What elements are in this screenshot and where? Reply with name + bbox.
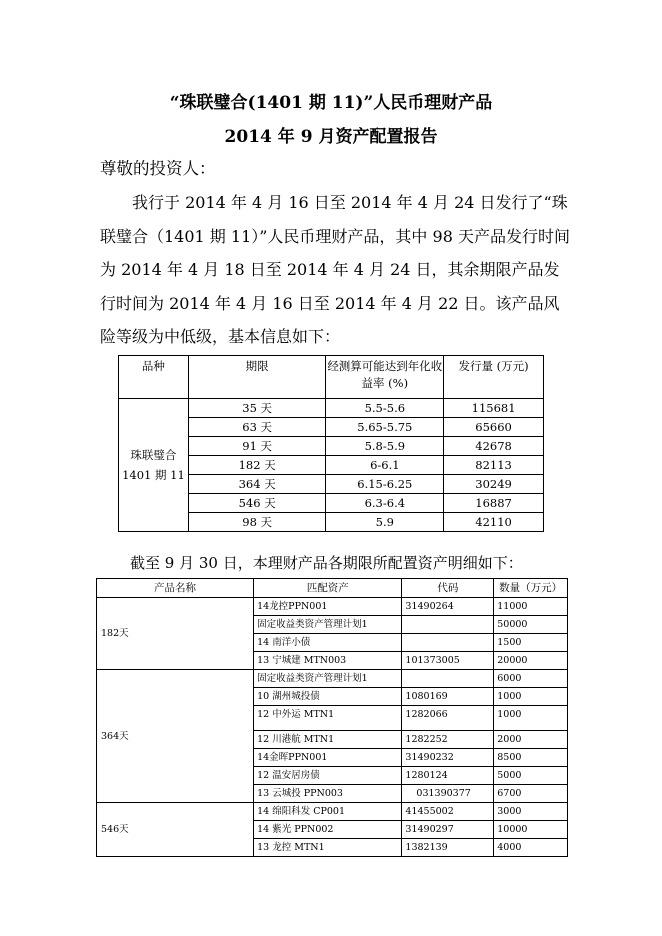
- asset-cell: 13 龙控 MTN1: [254, 839, 402, 857]
- term-cell: 35 天: [188, 399, 326, 418]
- code-cell: 1382139: [402, 839, 494, 857]
- asset-cell: 13 宁城建 MTN003: [254, 652, 402, 670]
- amount-cell: 16887: [444, 494, 544, 513]
- yield-cell: 6.3-6.4: [326, 494, 444, 513]
- asset-cell: 10 湖州城投债: [254, 688, 402, 706]
- code-cell: 31490297: [402, 821, 494, 839]
- code-cell: [402, 616, 494, 634]
- term-cell: 98 天: [188, 513, 326, 532]
- code-cell: 41455002: [402, 803, 494, 821]
- code-cell: 1282252: [402, 731, 494, 749]
- yield-cell: 6.15-6.25: [326, 475, 444, 494]
- group-name-364: 364天: [97, 670, 254, 803]
- qty-cell: 6700: [494, 785, 568, 803]
- asset-cell: 12 川港航 MTN1: [254, 731, 402, 749]
- asset-cell: 14金晖PPN001: [254, 749, 402, 767]
- report-title-line1: “珠联璧合(1401 期 11)”人民币理财产品: [169, 93, 493, 113]
- qty-cell: 1000: [494, 706, 568, 731]
- asset-allocation-table: [96, 578, 568, 857]
- report-title-line2: 2014 年 9 月资产配置报告: [224, 127, 438, 147]
- header-product-name: 产品名称: [97, 579, 254, 598]
- header-term: 期限: [188, 356, 326, 399]
- header-matched-asset: 匹配资产: [254, 579, 402, 598]
- asset-cell: 固定收益类资产管理计划1: [254, 670, 402, 688]
- asset-cell: 13 云城投 PPN003: [254, 785, 402, 803]
- term-cell: 91 天: [188, 437, 326, 456]
- qty-cell: 1000: [494, 688, 568, 706]
- asset-paragraph: 截至 9 月 30 日，本理财产品各期限所配置资产明细如下：: [130, 554, 523, 572]
- qty-cell: 1500: [494, 634, 568, 652]
- yield-cell: 5.5-5.6: [326, 399, 444, 418]
- term-cell: 63 天: [188, 418, 326, 437]
- qty-cell: 5000: [494, 767, 568, 785]
- salutation: 尊敬的投资人：: [100, 159, 216, 178]
- qty-cell: 6000: [494, 670, 568, 688]
- qty-cell: 11000: [494, 598, 568, 616]
- intro-paragraph: [100, 186, 570, 354]
- term-cell: 364 天: [188, 475, 326, 494]
- code-cell: 101373005: [402, 652, 494, 670]
- qty-cell: 8500: [494, 749, 568, 767]
- code-cell: 31490232: [402, 749, 494, 767]
- qty-cell: 4000: [494, 839, 568, 857]
- code-cell: 031390377: [402, 785, 494, 803]
- group-name-546: 546天: [97, 803, 254, 857]
- asset-cell: 固定收益类资产管理计划1: [254, 616, 402, 634]
- amount-cell: 65660: [444, 418, 544, 437]
- qty-cell: 50000: [494, 616, 568, 634]
- term-cell: 182 天: [188, 456, 326, 475]
- amount-cell: 82113: [444, 456, 544, 475]
- basic-info-header-row: [119, 356, 544, 399]
- yield-cell: 5.9: [326, 513, 444, 532]
- table-row: [97, 598, 568, 616]
- asset-header-row: [97, 579, 568, 598]
- code-cell: 1080169: [402, 688, 494, 706]
- qty-cell: 20000: [494, 652, 568, 670]
- asset-cell: 14 绵阳科发 CP001: [254, 803, 402, 821]
- header-yield: 经测算可能达到年化收益率 (%): [326, 356, 444, 399]
- asset-cell: 12 温安居房债: [254, 767, 402, 785]
- asset-cell: 14龙控PPN001: [254, 598, 402, 616]
- basic-info-table: [118, 355, 544, 532]
- code-cell: [402, 634, 494, 652]
- yield-cell: 5.8-5.9: [326, 437, 444, 456]
- amount-cell: 115681: [444, 399, 544, 418]
- amount-cell: 42678: [444, 437, 544, 456]
- header-code: 代码: [402, 579, 494, 598]
- code-cell: 31490264: [402, 598, 494, 616]
- asset-cell: 14 南洋小债: [254, 634, 402, 652]
- amount-cell: 42110: [444, 513, 544, 532]
- table-row: [119, 399, 544, 418]
- header-amount: 发行量 (万元): [444, 356, 544, 399]
- asset-cell: 12 中外运 MTN1: [254, 706, 402, 731]
- qty-cell: 10000: [494, 821, 568, 839]
- table-row: [97, 670, 568, 688]
- code-cell: [402, 670, 494, 688]
- header-product: 品种: [119, 356, 189, 399]
- asset-cell: 14 紫光 PPN002: [254, 821, 402, 839]
- code-cell: 1282066: [402, 706, 494, 731]
- term-cell: 546 天: [188, 494, 326, 513]
- group-name-182: 182天: [97, 598, 254, 670]
- yield-cell: 6-6.1: [326, 456, 444, 475]
- intro-paragraph-text: 我行于 2014 年 4 月 16 日至 2014 年 4 月 24 日发行了“珠联璧合（1401 期 11）”人民币理财产品，其中 98 天产品发行时间为 2014 年 4 月 18 日至 2014 年 4 月 24 日，其余期限产品发行时间为 2014 年 4 月 16 日至 2014 年 4 月 22 日。该产品风险等级为中低级，基本信息如下：: [100, 193, 570, 346]
- code-cell: 1280124: [402, 767, 494, 785]
- amount-cell: 30249: [444, 475, 544, 494]
- qty-cell: 2000: [494, 731, 568, 749]
- header-quantity: 数量（万元）: [494, 579, 568, 598]
- table-row: [97, 803, 568, 821]
- yield-cell: 5.65-5.75: [326, 418, 444, 437]
- qty-cell: 3000: [494, 803, 568, 821]
- product-name-cell: 珠联璧合 1401 期 11: [119, 399, 189, 532]
